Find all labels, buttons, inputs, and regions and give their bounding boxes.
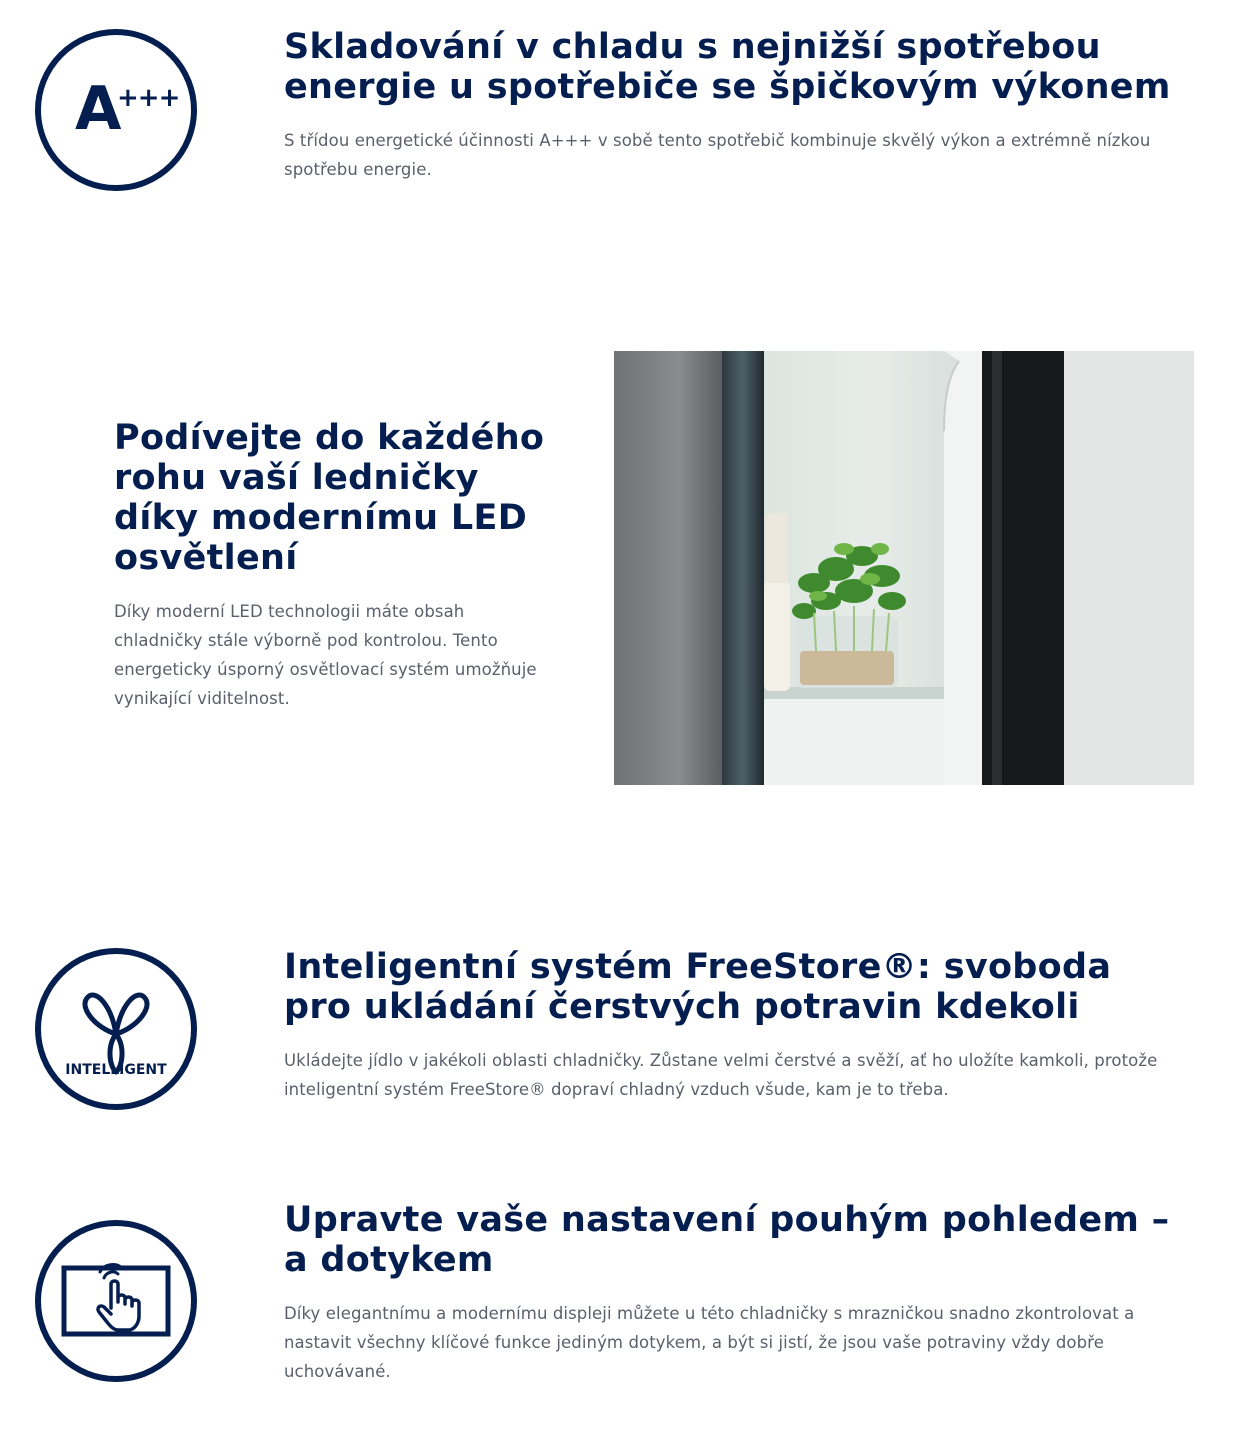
feature-title: Podívejte do každého rohu vaší ledničky díky modernímu LED osvětlení bbox=[114, 418, 545, 578]
intelligent-label: INTELLIGENT bbox=[65, 1062, 167, 1078]
feature-title: Inteligentní systém FreeStore®: svoboda pro ukládání čerstvých potravin kdekoli bbox=[284, 947, 1112, 1027]
feature-energy-class bbox=[0, 0, 1233, 220]
fridge-photo-illustration bbox=[614, 351, 1194, 785]
energy-class-letter: A bbox=[75, 74, 122, 144]
feature-title: Skladování v chladu s nejnižší spotřebou energie u spotřebiče se špičkovým výkonem bbox=[284, 27, 1171, 107]
energy-a-plus-plus-plus-icon bbox=[35, 29, 197, 191]
airflow-leaves-icon bbox=[41, 954, 191, 1104]
feature-description: Ukládejte jídlo v jakékoli oblasti chladničky. Zůstane velmi čerstvé a svěží, ať ho uložíte kamkoli, protože inteligentní systém FreeStore® dopraví chladný vzduch všude, kam je to třeba. bbox=[284, 1051, 1158, 1099]
feature-title: Upravte vaše nastavení pouhým pohledem – a dotykem bbox=[284, 1200, 1170, 1280]
feature-freestore bbox=[0, 930, 1233, 1130]
feature-description: Díky moderní LED technologii máte obsah chladničky stále výborně pod kontrolou. Tento energeticky úsporný osvětlovací systém umožňuje vynikající viditelnost. bbox=[114, 602, 537, 708]
touch-display-icon bbox=[35, 1220, 197, 1382]
intelligent-airflow-icon bbox=[35, 948, 197, 1110]
feature-description: S třídou energetické účinnosti A+++ v sobě tento spotřebič kombinuje skvělý výkon a extrémně nízkou spotřebu energie. bbox=[284, 131, 1151, 179]
fridge-interior-led-light-photo bbox=[614, 351, 1194, 785]
feature-touch-display bbox=[0, 1190, 1233, 1420]
touch-screen-hand-icon bbox=[56, 1256, 176, 1346]
feature-description: Díky elegantnímu a modernímu displeji můžete u této chladničky s mrazničkou snadno zkontrolovat a nastavit všechny klíčové funkce jediným dotykem, a být si jistí, že jsou vaše potraviny vždy dobře uchovávané. bbox=[284, 1304, 1135, 1381]
energy-class-plus: +++ bbox=[117, 83, 180, 113]
